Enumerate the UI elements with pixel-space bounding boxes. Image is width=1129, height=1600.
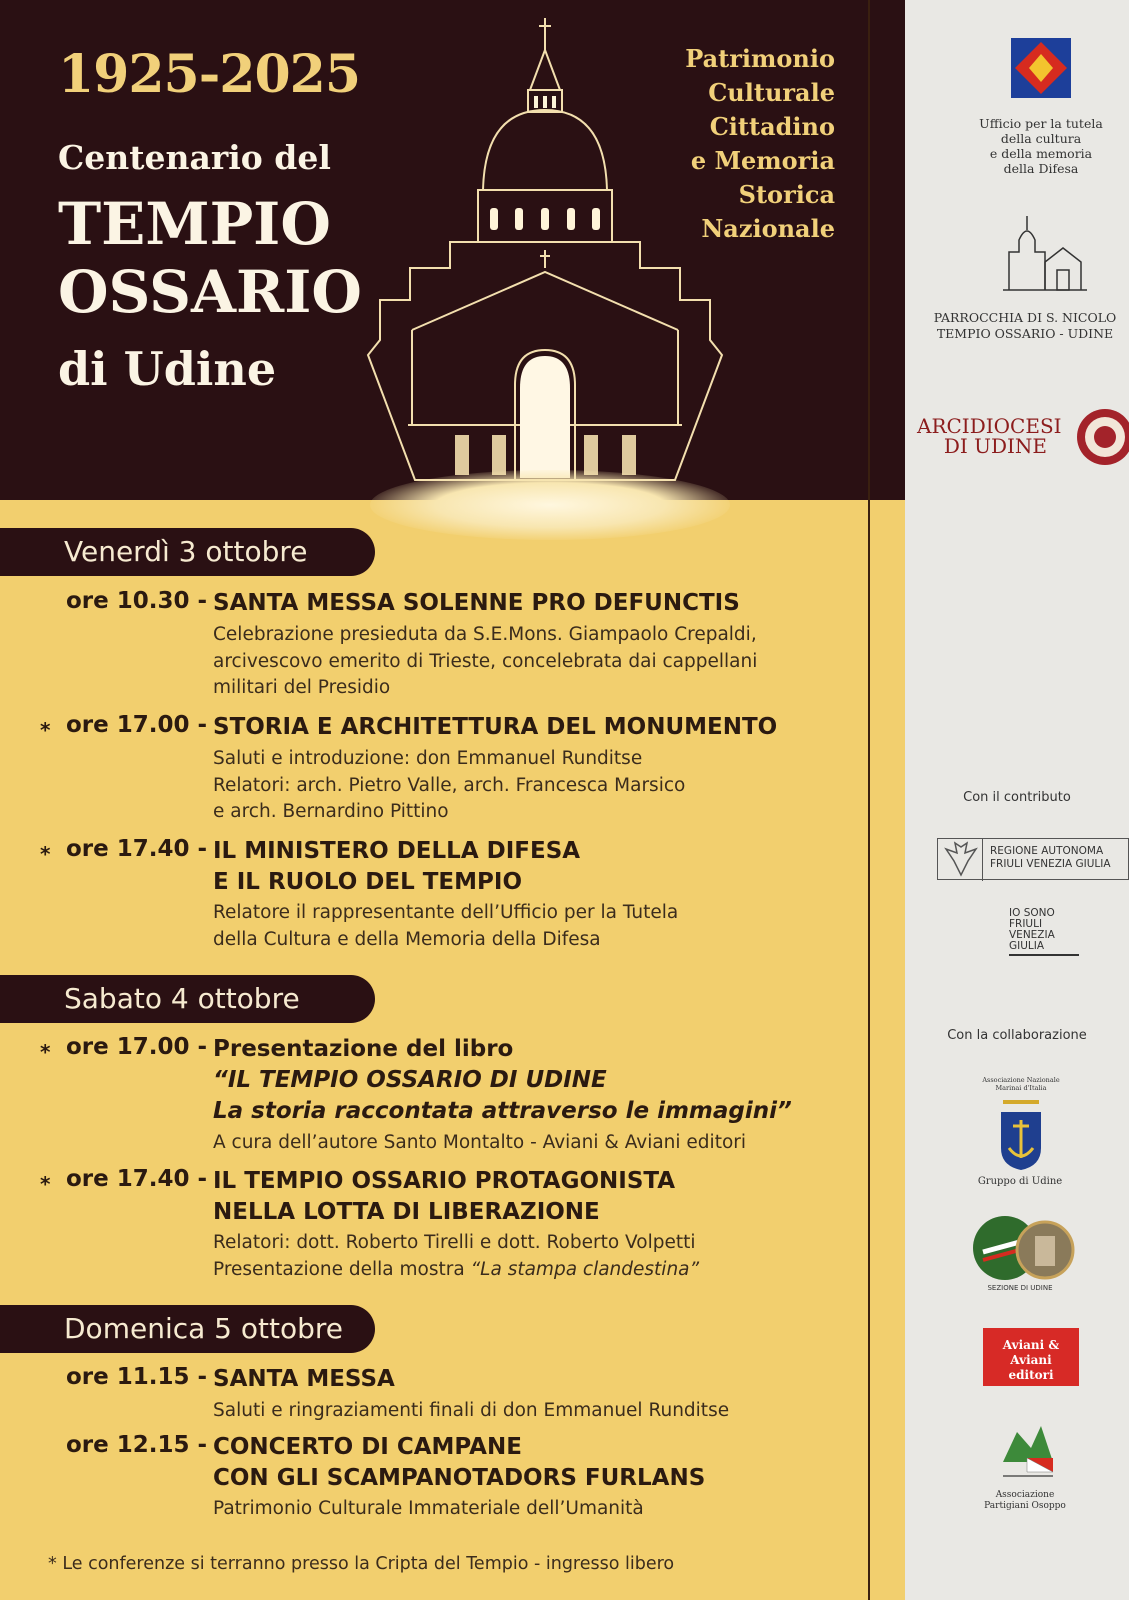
regione-fvg-logo (937, 838, 1129, 880)
ufficio-caption (941, 116, 1129, 176)
caption-line: VENEZIA (1009, 929, 1055, 941)
sponsor-sidebar (905, 0, 1129, 1600)
desc-line: arcivescovo emerito di Trieste, concelebrata dai cappellani (213, 650, 758, 672)
book-title-line: La storia raccontata attraverso le immagini” (213, 1098, 792, 1124)
event-title (213, 1166, 675, 1228)
desc-line: Relatori: dott. Roberto Tirelli e dott. Roberto Volpetti (213, 1232, 696, 1253)
event-description (213, 746, 685, 826)
footnote: * Le conferenze si terranno presso la Cripta del Tempio - ingresso libero (48, 1554, 675, 1574)
caption-line: TEMPIO OSSARIO - UDINE (936, 326, 1114, 341)
title-line: IL TEMPIO OSSARIO PROTAGONISTA (213, 1168, 676, 1194)
event-title: SANTA MESSA SOLENNE PRO DEFUNCTIS (213, 590, 740, 616)
event-description (213, 622, 757, 702)
event-time: ore 17.40 - (66, 836, 208, 862)
conference-asterisk: * (40, 1172, 51, 1196)
caption-line: Associazione (995, 1490, 1055, 1500)
subtitle-line: Storica (738, 180, 835, 209)
anniversary-years: 1925-2025 (58, 44, 361, 105)
arcidiocesi-seal-icon (1073, 406, 1129, 468)
title-line: Presentazione del libro (213, 1036, 514, 1062)
caption-line: Marinai d'Italia (995, 1084, 1047, 1092)
caption-line: Ufficio per la tutela (979, 116, 1103, 131)
caption-line: Aviani & Aviani (1002, 1338, 1060, 1367)
event-time: ore 17.00 - (66, 1034, 208, 1060)
title-line: E IL RUOLO DEL TEMPIO (213, 869, 522, 895)
poster-header (0, 0, 905, 500)
event-time: ore 10.30 - (66, 588, 208, 614)
desc-line: A cura dell’autore Santo Montalto - Aviani & Aviani editori (213, 1132, 747, 1153)
temple-illustration (360, 10, 740, 490)
parrocchia-caption (905, 310, 1129, 342)
event-description (213, 1230, 699, 1283)
event-title: SANTA MESSA (213, 1366, 395, 1392)
centenario-label: Centenario del (58, 138, 331, 177)
event-description (213, 1130, 746, 1157)
desc-line: Saluti e introduzione: don Emmanuel Runditse (213, 748, 643, 769)
title-line: CON GLI SCAMPANOTADORS FURLANS (213, 1465, 706, 1491)
regione-text (990, 845, 1129, 871)
desc-line: Celebrazione presieduta da S.E.Mons. Giampaolo Crepaldi, (213, 624, 757, 645)
alpini-logo-icon (973, 1212, 1075, 1284)
event-description (213, 1398, 729, 1425)
ufficio-difesa-logo (1009, 36, 1073, 100)
day-header-saturday: Sabato 4 ottobre (0, 975, 375, 1023)
osoppo-logo-icon (997, 1418, 1057, 1480)
caption-line: PARROCCHIA DI S. NICOLO (933, 310, 1117, 325)
conference-asterisk: * (40, 1040, 51, 1064)
exhibition-title: “La stampa clandestina” (470, 1258, 700, 1280)
light-glow (370, 470, 730, 540)
event-description (213, 900, 678, 953)
caption-line: ARCIDIOCESI (917, 414, 1062, 438)
aviani-text (983, 1338, 1079, 1383)
marinai-caption-top (961, 1076, 1081, 1092)
title-line: IL MINISTERO DELLA DIFESA (213, 838, 581, 864)
subtitle-line: Patrimonio (685, 44, 835, 73)
event-title (213, 836, 580, 898)
io-sono-fvg-logo (1009, 908, 1079, 956)
desc-line: Relatore il rappresentante dell’Ufficio per la Tutela (213, 902, 679, 923)
event-time: ore 11.15 - (66, 1364, 208, 1390)
event-time: ore 17.40 - (66, 1166, 208, 1192)
caption-line: FRIULI (1009, 918, 1043, 930)
day-header-friday: Venerdì 3 ottobre (0, 528, 375, 576)
marinai-caption: Gruppo di Udine (977, 1176, 1063, 1187)
subtitle-line: Culturale (708, 78, 835, 107)
desc-line: della Cultura e della Memoria della Difesa (213, 928, 601, 950)
desc-line: Patrimonio Culturale Immateriale dell’Umanità (213, 1498, 644, 1519)
caption-line: e della memoria (989, 146, 1093, 161)
day-header-sunday: Domenica 5 ottobre (0, 1305, 375, 1353)
desc-prefix: Presentazione della mostra (213, 1258, 471, 1280)
caption-line: editori (1008, 1368, 1054, 1382)
conference-asterisk: * (40, 842, 51, 866)
main-title-line2: OSSARIO (58, 258, 362, 326)
osoppo-caption (945, 1490, 1105, 1512)
caption-line: della Difesa (1003, 161, 1079, 176)
caption-line: Partigiani Osoppo (984, 1501, 1066, 1511)
desc-line (213, 1257, 699, 1284)
event-title (213, 1432, 705, 1494)
caption-line: REGIONE AUTONOMA (990, 845, 1104, 857)
desc-line: Saluti e ringraziamenti finali di don Emmanuel Runditse (213, 1400, 730, 1421)
subtitle-line: e Memoria (690, 146, 835, 175)
desc-line: Relatori: arch. Pietro Valle, arch. Francesca Marsico (213, 774, 686, 796)
caption-line: GIULIA (1009, 940, 1045, 952)
arcidiocesi-logo-text (917, 414, 1062, 458)
desc-line: militari del Presidio (213, 677, 391, 698)
event-description (213, 1496, 644, 1523)
main-title-city: di Udine (58, 342, 277, 396)
conference-asterisk: * (40, 718, 51, 742)
event-time: ore 12.15 - (66, 1432, 208, 1458)
caption-line: IO SONO (1009, 907, 1055, 919)
caption-line: della cultura (1000, 131, 1082, 146)
event-title: STORIA E ARCHITETTURA DEL MONUMENTO (213, 714, 778, 740)
eagle-icon (942, 841, 980, 877)
subtitle-line: Nazionale (701, 214, 835, 243)
title-line: NELLA LOTTA DI LIBERAZIONE (213, 1199, 600, 1225)
aviani-editori-logo (983, 1328, 1079, 1386)
anchor-shield-icon (995, 1094, 1047, 1172)
parrocchia-church-icon (999, 212, 1089, 294)
subtitle-line: Cittadino (709, 112, 835, 141)
main-title-line1: TEMPIO (58, 190, 331, 258)
title-line: CONCERTO DI CAMPANE (213, 1434, 522, 1460)
divider-line (868, 0, 870, 1600)
caption-line: Associazione Nazionale (982, 1076, 1060, 1084)
caption-line: FRIULI VENEZIA GIULIA (990, 858, 1111, 870)
event-time: ore 17.00 - (66, 712, 208, 738)
main-title (58, 190, 362, 326)
desc-line: e arch. Bernardino Pittino (213, 801, 449, 822)
alpini-caption: SEZIONE DI UDINE (987, 1284, 1053, 1292)
collaborazione-label: Con la collaborazione (947, 1028, 1087, 1043)
event-title (213, 1034, 792, 1127)
contributo-label: Con il contributo (963, 790, 1071, 805)
caption-line: DI UDINE (943, 434, 1047, 458)
book-title-line: “IL TEMPIO OSSARIO DI UDINE (213, 1067, 607, 1093)
